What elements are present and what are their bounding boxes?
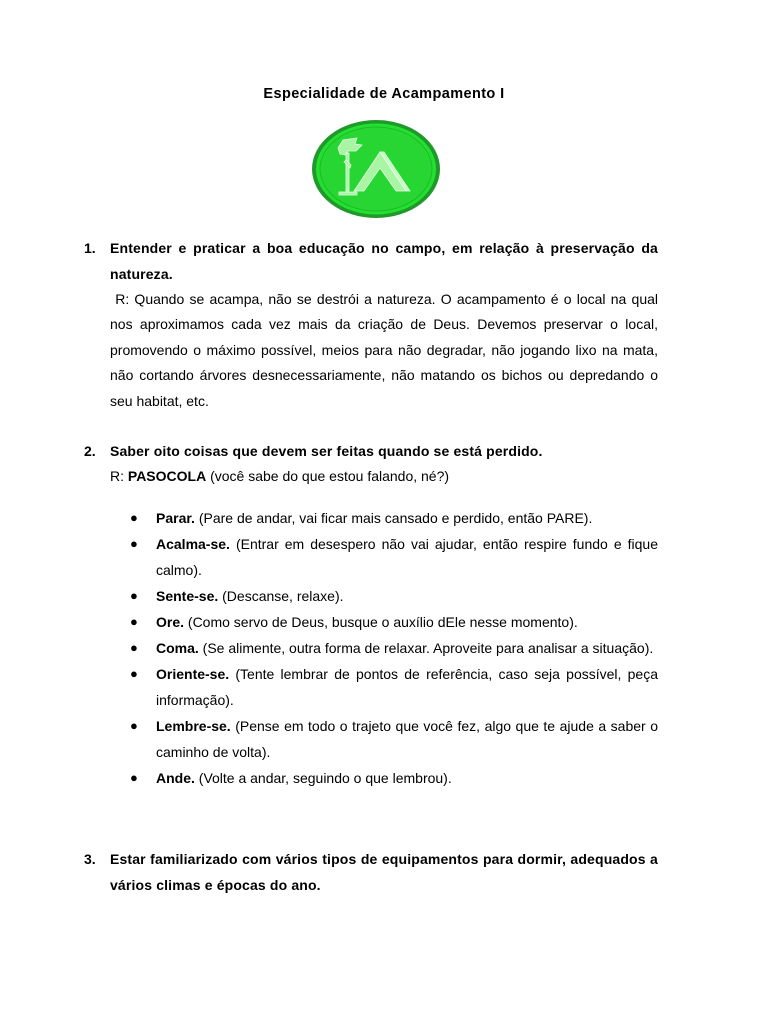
item-1-answer: R: Quando se acampa, não se destrói a natureza. O acampamento é o local na qual nos aproximamos cada vez mais da criação de Deus. Devemos preservar o local, promovendo o máximo possível, meios para não degradar, não jogando lixo na mata, não cortando árvores desnecessariamente, não matando os bichos ou depredando o seu habitat, etc.: [110, 291, 662, 409]
bullet-icon: ●: [130, 718, 138, 733]
item-2-answer-prefix: R:: [110, 468, 128, 484]
document-title: Especialidade de Acampamento I: [263, 86, 505, 102]
item-1: [84, 235, 662, 414]
item-2-answer-keyword: PASOCOLA: [127, 468, 207, 484]
item-2: [84, 438, 658, 791]
bullet-icon: ●: [130, 536, 138, 551]
item-3-number: 3.: [84, 851, 96, 867]
bullet-icon: ●: [130, 588, 138, 603]
item-1-question: Entender e praticar a boa educação no campo, em relação à preservação da natureza.: [110, 240, 658, 282]
list-item: ● Ande. (Volte a andar, seguindo o que lembrou).: [110, 765, 658, 791]
bullet-icon: ●: [130, 666, 138, 681]
bullet-icon: ●: [130, 614, 138, 629]
bullet-icon: ●: [130, 510, 138, 525]
list-item: ● Acalma-se. (Entrar em desespero não vai ajudar, então respire fundo e fique calmo).: [110, 531, 658, 583]
bullet-icon: ●: [130, 640, 138, 655]
item-2-answer: [110, 464, 658, 488]
list-item: ● Sente-se. (Descanse, relaxe).: [110, 583, 658, 609]
item-2-number: 2.: [84, 443, 96, 459]
list-item: ● Ore. (Como servo de Deus, busque o auxílio dEle nesse momento).: [110, 609, 658, 635]
list-item: ● Oriente-se. (Tente lembrar de pontos de referência, caso seja possível, peça informação).: [110, 661, 658, 713]
bullet-icon: ●: [130, 770, 138, 785]
item-3-question: Estar familiarizado com vários tipos de equipamentos para dormir, adequados a vários climas e épocas do ano.: [110, 851, 658, 893]
list-item: ● Lembre-se. (Pense em todo o trajeto que você fez, algo que te ajude a saber o caminho de volta).: [110, 713, 658, 765]
list-item: ● Parar. (Pare de andar, vai ficar mais cansado e perdido, então PARE).: [110, 505, 658, 531]
item-2-answer-rest: (você sabe do que estou falando, né?): [206, 468, 450, 484]
item-2-question: Saber oito coisas que devem ser feitas quando se está perdido.: [110, 443, 543, 459]
list-item: ● Coma. (Se alimente, outra forma de relaxar. Aproveite para analisar a situação).: [110, 635, 658, 661]
camping-badge-logo: [310, 118, 442, 220]
item-3: [84, 846, 658, 898]
lost-steps-list: [110, 505, 658, 791]
item-1-number: 1.: [84, 240, 96, 256]
